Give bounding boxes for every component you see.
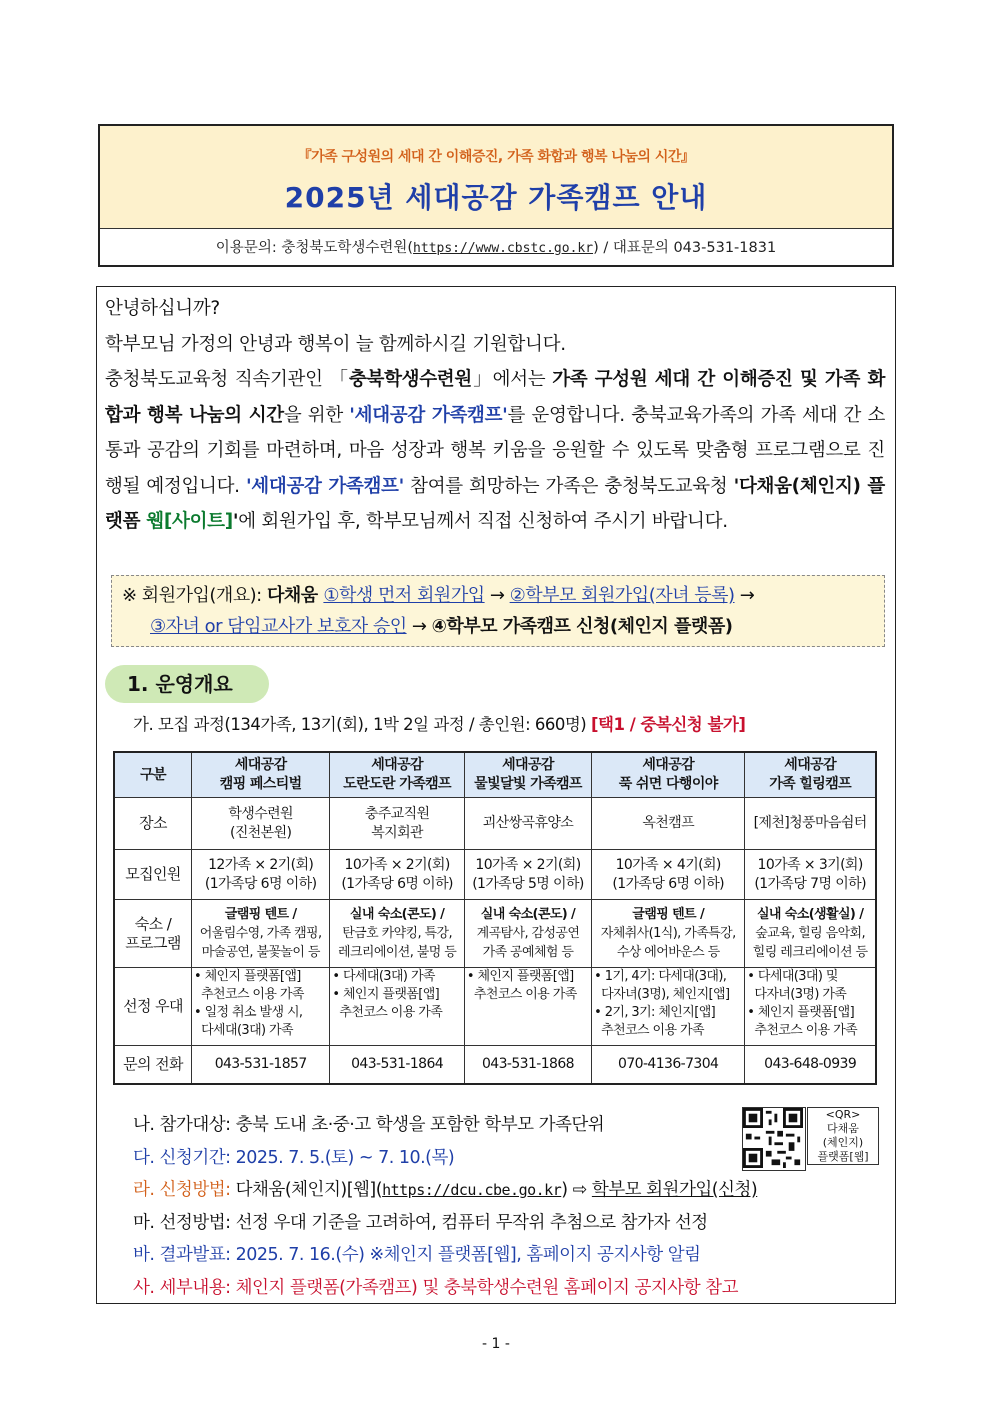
table-cell: 옥천캠프	[592, 798, 745, 850]
recruitment-line: 가. 모집 과정(134가족, 13기(회), 1박 2일 과정 / 총인원: 660명) [택1 / 중복신청 불가]	[133, 715, 746, 734]
step4-text: ④학부모 가족캠프 신청(체인지 플랫폼)	[431, 616, 733, 637]
table-header-program: 세대공감 캠핑 페스티벌	[192, 752, 330, 798]
table-cell: 글램핑 텐트 / 자체취사(1식), 가족특강, 수상 에어바운스 등	[592, 900, 745, 968]
list-item-target: 나. 참가대상: 충북 도내 초·중·고 학생을 포함한 학부모 가족단위	[133, 1115, 605, 1135]
main-content-box	[96, 286, 896, 1304]
header-title-area	[100, 126, 892, 229]
table-row-label: 숙소 / 프로그램	[114, 900, 192, 968]
table-cell: 학생수련원 (진천본원)	[192, 798, 330, 850]
table-cell: 043-531-1864	[330, 1046, 465, 1084]
table-row-label: 모집인원	[114, 850, 192, 900]
table-header-program: 세대공감 가족 힐링캠프	[745, 752, 876, 798]
wish-line: 학부모님 가정의 안녕과 행복이 늘 함께하시길 기원합니다.	[105, 333, 566, 355]
table-cell: • 1기, 4기: 다세대(3대), 다자녀(3명), 체인지[앱] • 2기, 3기: 체인지[앱] 추천코스 이용 가족	[592, 968, 745, 1046]
step3-link[interactable]: ③자녀 or 담임교사가 보호자 승인	[150, 616, 407, 637]
table-cell: • 체인지 플랫폼[앱] 추천코스 이용 가족	[464, 968, 591, 1046]
table-row-label: 장소	[114, 798, 192, 850]
table-cell: • 체인지 플랫폼[앱] 추천코스 이용 가족 • 일정 취소 발생 시, 다세대(3대) 가족	[192, 968, 330, 1046]
list-item-details: 사. 세부내용: 체인지 플랫폼(가족캠프) 및 충북학생수련원 홈페이지 공지사항 참고	[133, 1277, 738, 1298]
contact-url-link[interactable]: https://www.cbstc.go.kr	[413, 241, 594, 256]
table-header-program: 세대공감 물빛달빛 가족캠프	[464, 752, 591, 798]
table-cell: 충주교직원 복지회관	[330, 798, 465, 850]
table-cell: 10가족 × 2기(회) (1가족당 6명 이하)	[330, 850, 465, 900]
table-cell: 실내 숙소(생활실) / 숲교육, 힐링 음악회, 힐링 레크리에이션 등	[745, 900, 876, 968]
table-cell: 10가족 × 3기(회) (1가족당 7명 이하)	[745, 850, 876, 900]
step2-link[interactable]: ②학부모 회원가입(자녀 등록)	[509, 585, 735, 606]
table-cell: 12가족 × 2기(회) (1가족당 6명 이하)	[192, 850, 330, 900]
signup-steps-box: ※ 회원가입(개요): 다채움 ①학생 먼저 회원가입 → ②학부모 회원가입(자녀 등록) → ③자녀 or 담임교사가 보호자 승인 → ④학부모 가족캠프 신청(체인지 플랫폼)	[111, 575, 885, 647]
table-row	[114, 850, 876, 900]
table-cell: 043-531-1868	[464, 1046, 591, 1084]
dcu-url-link[interactable]: https://dcu.cbe.go.kr	[382, 1181, 562, 1199]
page-title: 2025년 세대공감 가족캠프 안내	[284, 181, 708, 214]
table-cell: 043-531-1857	[192, 1046, 330, 1084]
table-cell: 실내 숙소(콘도) / 탄금호 카약킹, 특강, 레크리에이션, 불멍 등	[330, 900, 465, 968]
list-item-period: 다. 신청기간: 2025. 7. 5.(토) ~ 7. 10.(목)	[133, 1147, 455, 1168]
table-cell: 글램핑 텐트 / 어울림수영, 가족 캠핑, 마술공연, 불꽃놀이 등	[192, 900, 330, 968]
header-box	[98, 124, 894, 267]
table-header-program: 세대공감 푹 쉬면 다행이야	[592, 752, 745, 798]
table-cell: 070-4136-7304	[592, 1046, 745, 1084]
table-header-label: 구분	[114, 752, 192, 798]
table-row-label: 선정 우대	[114, 968, 192, 1046]
intro-text	[105, 291, 885, 540]
table-cell: 10가족 × 4기(회) (1가족당 6명 이하)	[592, 850, 745, 900]
list-item-selection: 마. 선정방법: 선정 우대 기준을 고려하여, 컴퓨터 무작위 추첨으로 참가자 선정	[133, 1212, 708, 1233]
table-row	[114, 968, 876, 1046]
table-cell: 10가족 × 2기(회) (1가족당 5명 이하)	[464, 850, 591, 900]
contact-prefix: 이용문의: 충청북도학생수련원(	[215, 240, 414, 256]
table-row-label: 문의 전화	[114, 1046, 192, 1084]
table-cell: 괴산쌍곡휴양소	[464, 798, 591, 850]
table-row	[114, 1046, 876, 1084]
program-table	[113, 751, 877, 1085]
list-item-result: 바. 결과발표: 2025. 7. 16.(수) ※체인지 플랫폼[웹], 홈페이지 공지사항 알림	[133, 1245, 701, 1265]
section-title: 1. 운영개요	[105, 665, 269, 703]
intro-paragraph: 충청북도교육청 직속기관인 「충북학생수련원」에서는 가족 구성원 세대 간 이해증진 및 가족 화합과 행복 나눔의 시간을 위한 '세대공감 가족캠프'를 운영합니다. 충북교육가족의 가족 세대 간 소통과 공감의 기회를 마련하며, 마음 성장과 행복 키움을 응원할 수 있도록 맞춤형 프로그램으로 진행될 예정입니다. '세대공감 가족캠프' 참여를 희망하는 가족은 충청북도교육청 '다채움(체인지) 플랫폼 웹[사이트]'에 회원가입 후, 학부모님께서 직접 신청하여 주시기 바랍니다.	[105, 369, 886, 532]
header-contact	[100, 229, 892, 267]
table-row	[114, 798, 876, 850]
contact-suffix: ) / 대표문의 043-531-1831	[593, 240, 777, 256]
table-cell: [제천]청풍마음쉼터	[745, 798, 876, 850]
table-cell: 043-648-0939	[745, 1046, 876, 1084]
step1-link[interactable]: ①학생 먼저 회원가입	[323, 585, 485, 606]
table-cell: • 다세대(3대) 가족 • 체인지 플랫폼[앱] 추천코스 이용 가족	[330, 968, 465, 1046]
header-subtitle: 『가족 구성원의 세대 간 이해증진, 가족 화합과 행복 나눔의 시간』	[297, 149, 695, 165]
page-number: - 1 -	[482, 1336, 510, 1352]
details-list	[133, 1109, 757, 1304]
table-cell: • 다세대(3대) 및 다자녀(3명) 가족 • 체인지 플랫폼[앱] 추천코스 이용 가족	[745, 968, 876, 1046]
table-cell: 실내 숙소(콘도) / 계곡탐사, 감성공연 가족 공예체험 등	[464, 900, 591, 968]
parent-signup-link[interactable]: 학부모 회원가입(신청)	[591, 1180, 758, 1200]
table-header-program: 세대공감 도란도란 가족캠프	[330, 752, 465, 798]
qr-label: <QR> 다채움 (체인지) 플랫폼[웹]	[807, 1107, 879, 1165]
greeting: 안녕하십니까?	[105, 298, 220, 319]
list-item-method: 라. 신청방법: 다채움(체인지)[웹](https://dcu.cbe.go.kr) ⇨ 학부모 회원가입(신청)	[133, 1180, 758, 1200]
table-row	[114, 900, 876, 968]
